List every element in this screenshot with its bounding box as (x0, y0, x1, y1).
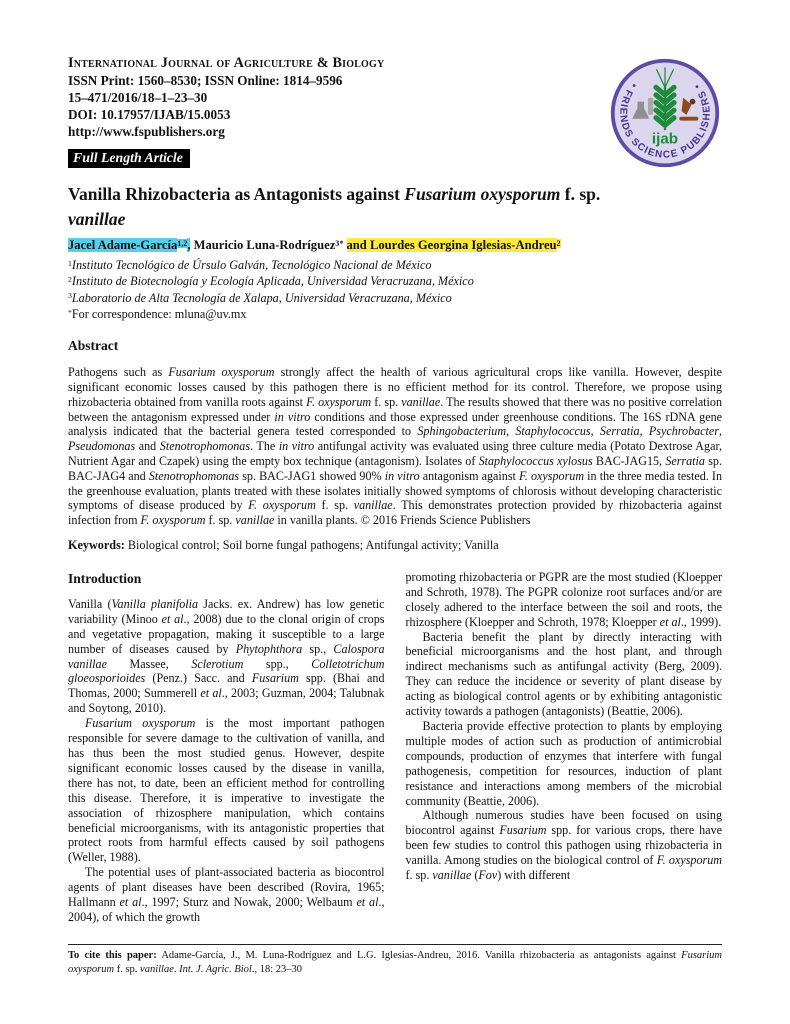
intro-left-paragraph-3 (68, 865, 385, 925)
text-segment: 2 (68, 275, 72, 285)
logo-ring-text: • FRIENDS SCIENCE PUBLISHERS • (617, 80, 713, 161)
text-segment: Fusarium (251, 671, 299, 686)
publisher-url[interactable]: http://www.fspublishers.org (68, 124, 225, 139)
text-segment: Stenotrophomonas (159, 439, 251, 454)
text-segment: Staphylococcus (515, 424, 591, 439)
text-segment: ., 2008) due to the clonal origin of crops and vegetative propagation, making it susceptible to a large number of diseases caused by (68, 611, 385, 656)
text-segment: strongly affect the health of various agricultural crops like vanilla. However, despite significant economic losses caused by this pathogen there is no efficient method for its control. Therefore, we propose using rhizobacteria obtained from vanilla roots against (68, 365, 723, 409)
text-segment: et al (161, 611, 184, 626)
masthead (68, 54, 722, 170)
text-segment: spp., (243, 656, 312, 671)
text-segment: et al (119, 895, 142, 910)
text-segment: Instituto de Biotecnología y Ecología Aplicada, Universidad Veracruzana, México (71, 274, 474, 289)
text-segment: et al (200, 686, 222, 701)
abstract-heading: Abstract (68, 338, 119, 354)
text-segment: in vitro (274, 409, 311, 424)
intro-left-paragraph-1 (68, 597, 385, 716)
text-segment: vanillae (235, 513, 275, 528)
article-type-badge: Full Length Article (68, 149, 190, 168)
text-segment: vanillae (401, 394, 441, 409)
text-segment: is the most important pathogen responsible for severe damage to the cultivation of vanilla, and has thus been the most studied genus. However, despite significant economic losses caused by the disease in vanilla, there has not, to date, been an efficient method for controlling this disease. Therefore, it is imperative to investigate the association of rhizosphere manipulation, which contains beneficial microorganisms, with its antagonistic properties that protect roots from harmful effects caused by soil pathogens (Weller, 1988). (68, 716, 385, 865)
text-segment: Instituto Tecnológico de Úrsulo Galván, Tecnológico Nacional de México (71, 258, 432, 272)
text-segment: 1 (68, 258, 72, 268)
text-segment: F. oxysporum (519, 468, 585, 483)
text-segment: in vitro (278, 439, 315, 454)
highlighted-text: Jacel Adame-García (68, 238, 178, 252)
text-segment: 3 (68, 291, 72, 301)
text-segment: ., 1999). (680, 614, 722, 629)
affiliation-3 (68, 290, 722, 306)
text-segment: et al (356, 895, 379, 910)
text-segment: Adame-García, J., M. Luna-Rodríguez and L.G. Iglesias-Andreu, 2016. Vanilla rhizobacteria as antagonists against (156, 950, 682, 961)
text-segment: BAC-JAG15, (592, 453, 666, 468)
issue-code-line: 15–471/2016/18–1–23–30 (68, 90, 208, 105)
intro-right-paragraph-1 (406, 570, 723, 630)
issn-line: ISSN Print: 1560–8530; ISSN Online: 1814–9596 (68, 73, 343, 88)
author-line (68, 236, 722, 254)
text-segment: ( (471, 868, 479, 883)
text-segment: in vitro (384, 468, 420, 483)
text-segment: f. sp. (371, 394, 402, 409)
text-segment: vanillae (432, 868, 472, 883)
text-segment: f. sp. (315, 498, 354, 513)
text-segment: Pseudomonas (68, 439, 136, 454)
text-segment: , (590, 424, 600, 439)
text-segment: Sphingobacterium (417, 424, 507, 439)
left-column (68, 570, 385, 925)
text-segment: * (68, 307, 72, 317)
highlighted-text: and Lourdes Georgina Iglesias-Andreu (346, 238, 557, 252)
text-segment: Fov (478, 868, 498, 883)
publisher-logo-svg (608, 56, 722, 170)
text-segment: conditions and those expressed under greenhouse conditions. The 16S rDNA gene analysis indicated that the bacterial genera tested corresponded to (68, 409, 722, 439)
text-segment: in the three media tested. In the greenhouse evaluation, plants treated with these isolates initially showed symptoms of chlorosis without developing characteristic symptoms of disease produced by (68, 468, 722, 513)
text-segment: sp. BAC-JAG1 showed 90% (239, 468, 385, 483)
text-segment: Serratia (599, 424, 640, 439)
text-segment: Staphylococcus xylosus (478, 453, 593, 468)
text-segment: . The results showed that there was no positive correlation between the antagonism expressed under (68, 394, 722, 424)
text-segment: Jacks. ex. Andrew) has low genetic variability (Minoo (68, 596, 385, 626)
text-segment: Sclerotium (191, 656, 244, 671)
footer-rule (68, 944, 722, 945)
text-segment: f. sp. (405, 868, 433, 883)
text-segment: F. oxysporum (140, 513, 206, 528)
intro-right-paragraph-2 (406, 630, 723, 719)
affiliation-2 (68, 273, 722, 289)
journal-name: International Journal of Agriculture & Biology (68, 55, 385, 71)
text-segment: and (135, 439, 160, 454)
text-segment: Pathogens such as (68, 365, 169, 380)
text-segment: Vanilla Rhizobacteria as Antagonists against (68, 184, 405, 204)
text-segment: Fusarium (499, 823, 547, 838)
text-segment: , (506, 424, 516, 439)
text-segment: f. sp. (114, 964, 141, 976)
abstract-text (68, 365, 722, 528)
text-segment: sp., (302, 641, 334, 656)
text-segment: spp. for various crops, there have been few studies to control this pathogen using rhizobacteria in vanilla. Among studies on the biological control of (405, 823, 722, 868)
highlighted-text: 1,2 (177, 238, 188, 248)
text-segment: Vanilla planifolia (111, 596, 199, 611)
text-segment: , (639, 424, 649, 439)
text-segment: F. oxysporum (656, 853, 722, 868)
citation-footer (68, 944, 722, 977)
intro-right-paragraph-4 (406, 808, 723, 883)
text-segment: promoting rhizobacteria or PGPR are the most studied (Kloepper and Schroth, 1978). The PGPR colonize root surfaces and/or are closely adhered to the interface between the soil and roots, the rhizosphere (Kloepper and Schroth, 1978; Kloepper (405, 569, 722, 629)
text-segment: For correspondence: mluna@uv.mx (71, 306, 247, 321)
text-segment: . (173, 964, 180, 976)
text-segment: sp. BAC-JAG4 and (68, 453, 722, 483)
text-segment: Fusarium oxysporum (404, 184, 561, 204)
keywords-line (68, 537, 722, 553)
highlighted-text: , (187, 238, 191, 252)
text-segment: Massee, (106, 656, 192, 671)
text-segment: vanillae (68, 208, 126, 229)
text-segment: Bacteria provide effective protection to plants by employing multiple modes of action such as production of antimicrobial compounds, production of enzymes that interfere with fungal pathogenesis, competition for resources, induction of plant resistance and interactions among members of the microbial community (Beattie, 2006). (405, 719, 722, 808)
intro-left-paragraph-2 (68, 716, 385, 865)
text-segment: Colletotrichum gloeosporioides (68, 656, 385, 686)
text-segment: ) with different (497, 868, 571, 883)
text-segment: . The (250, 439, 279, 454)
text-segment: Calospora vanillae (68, 641, 385, 671)
text-segment: vanillae (140, 964, 174, 976)
text-segment: Fusarium oxysporum (85, 716, 196, 731)
text-segment: Keywords: (68, 537, 125, 552)
citation-line (68, 949, 722, 977)
text-segment: f. sp. (560, 184, 601, 204)
text-segment: Int. J. Agric. Biol (179, 964, 252, 976)
text-segment: . This demonstrates protection provided by rhizobacteria against infection from (68, 498, 723, 528)
masthead-text-block (68, 54, 384, 168)
correspondence-line (68, 306, 722, 322)
text-segment: Serratia (665, 453, 705, 468)
article-title (68, 182, 722, 231)
text-segment: F. oxysporum (306, 394, 372, 409)
text-segment: vanillae (353, 498, 393, 513)
text-segment: Bacteria benefit the plant by directly interacting with beneficial microorganisms and the host plant, and through indirect mechanisms such as antifungal activity (Berg, 2009). They can reduce the incidence or severity of plant disease by acting as biological control agents or by exhibiting antagonistic activity towards a pathogen (antagonists) (Beattie, 2006). (405, 629, 722, 719)
affiliation-1 (68, 257, 722, 273)
intro-right-paragraph-3 (406, 719, 723, 808)
text-segment: ., 1997; Sturz and Nowak, 2000; Welbaum (141, 895, 357, 910)
text-segment: Fusarium oxysporum (168, 365, 275, 380)
text-segment: Psychrobacter (648, 424, 719, 439)
logo-ijab-text: ijab (651, 130, 679, 148)
text-segment: Stenotrophomonas (148, 468, 240, 483)
introduction-columns (68, 570, 722, 925)
text-segment: Fusarium oxysporum (68, 950, 722, 976)
text-segment: (Penz.) Sacc. and (145, 671, 252, 686)
text-segment: , (718, 424, 722, 439)
text-segment: Laboratorio de Alta Tecnología de Xalapa, Universidad Veracruzana, México (71, 290, 452, 305)
text-segment: To cite this paper: (68, 950, 157, 961)
text-segment: Phytophthora (235, 641, 303, 656)
affiliations-block (68, 257, 722, 322)
text-segment: Although numerous studies have been focused on using biocontrol against (405, 808, 722, 838)
text-segment: f. sp. (205, 513, 236, 528)
text-segment: 3* (335, 238, 344, 248)
text-segment: spp. (Bhai and Thomas, 2000; Summerell (68, 671, 385, 701)
text-segment: Mauricio Luna-Rodríguez (190, 238, 336, 252)
text-segment: ., 18: 23–30 (251, 964, 303, 976)
text-segment: F. oxysporum (248, 498, 316, 513)
text-segment: Biological control; Soil borne fungal pathogens; Antifungal activity; Vanilla (124, 537, 499, 552)
text-segment: et al (659, 614, 681, 629)
right-column (406, 570, 723, 925)
doi-line: DOI: 10.17957/IJAB/15.0053 (68, 107, 231, 122)
highlighted-text: 2 (556, 238, 561, 248)
text-segment: ., 2003; Guzman, 2004; Talubnak and Soytong, 2010). (68, 686, 385, 716)
text-segment: Vanilla ( (68, 596, 112, 611)
text-segment: ., 2004), of which the growth (68, 895, 385, 924)
publisher-logo (608, 56, 722, 170)
text-segment: in vanilla plants. © 2016 Friends Science Publishers (274, 513, 531, 528)
introduction-heading: Introduction (68, 570, 142, 586)
text-segment: The potential uses of plant-associated bacteria as biocontrol agents of plant diseases have been described (Rovira, 1965; Hallmann (68, 865, 385, 910)
text-segment: antifungal activity was evaluated using three culture media (Potato Dextrose Agar, Nutrient Agar and Czapek) using the empty box technique (antagonism). Isolates of (68, 439, 723, 468)
text-segment: antagonism against (419, 468, 520, 483)
